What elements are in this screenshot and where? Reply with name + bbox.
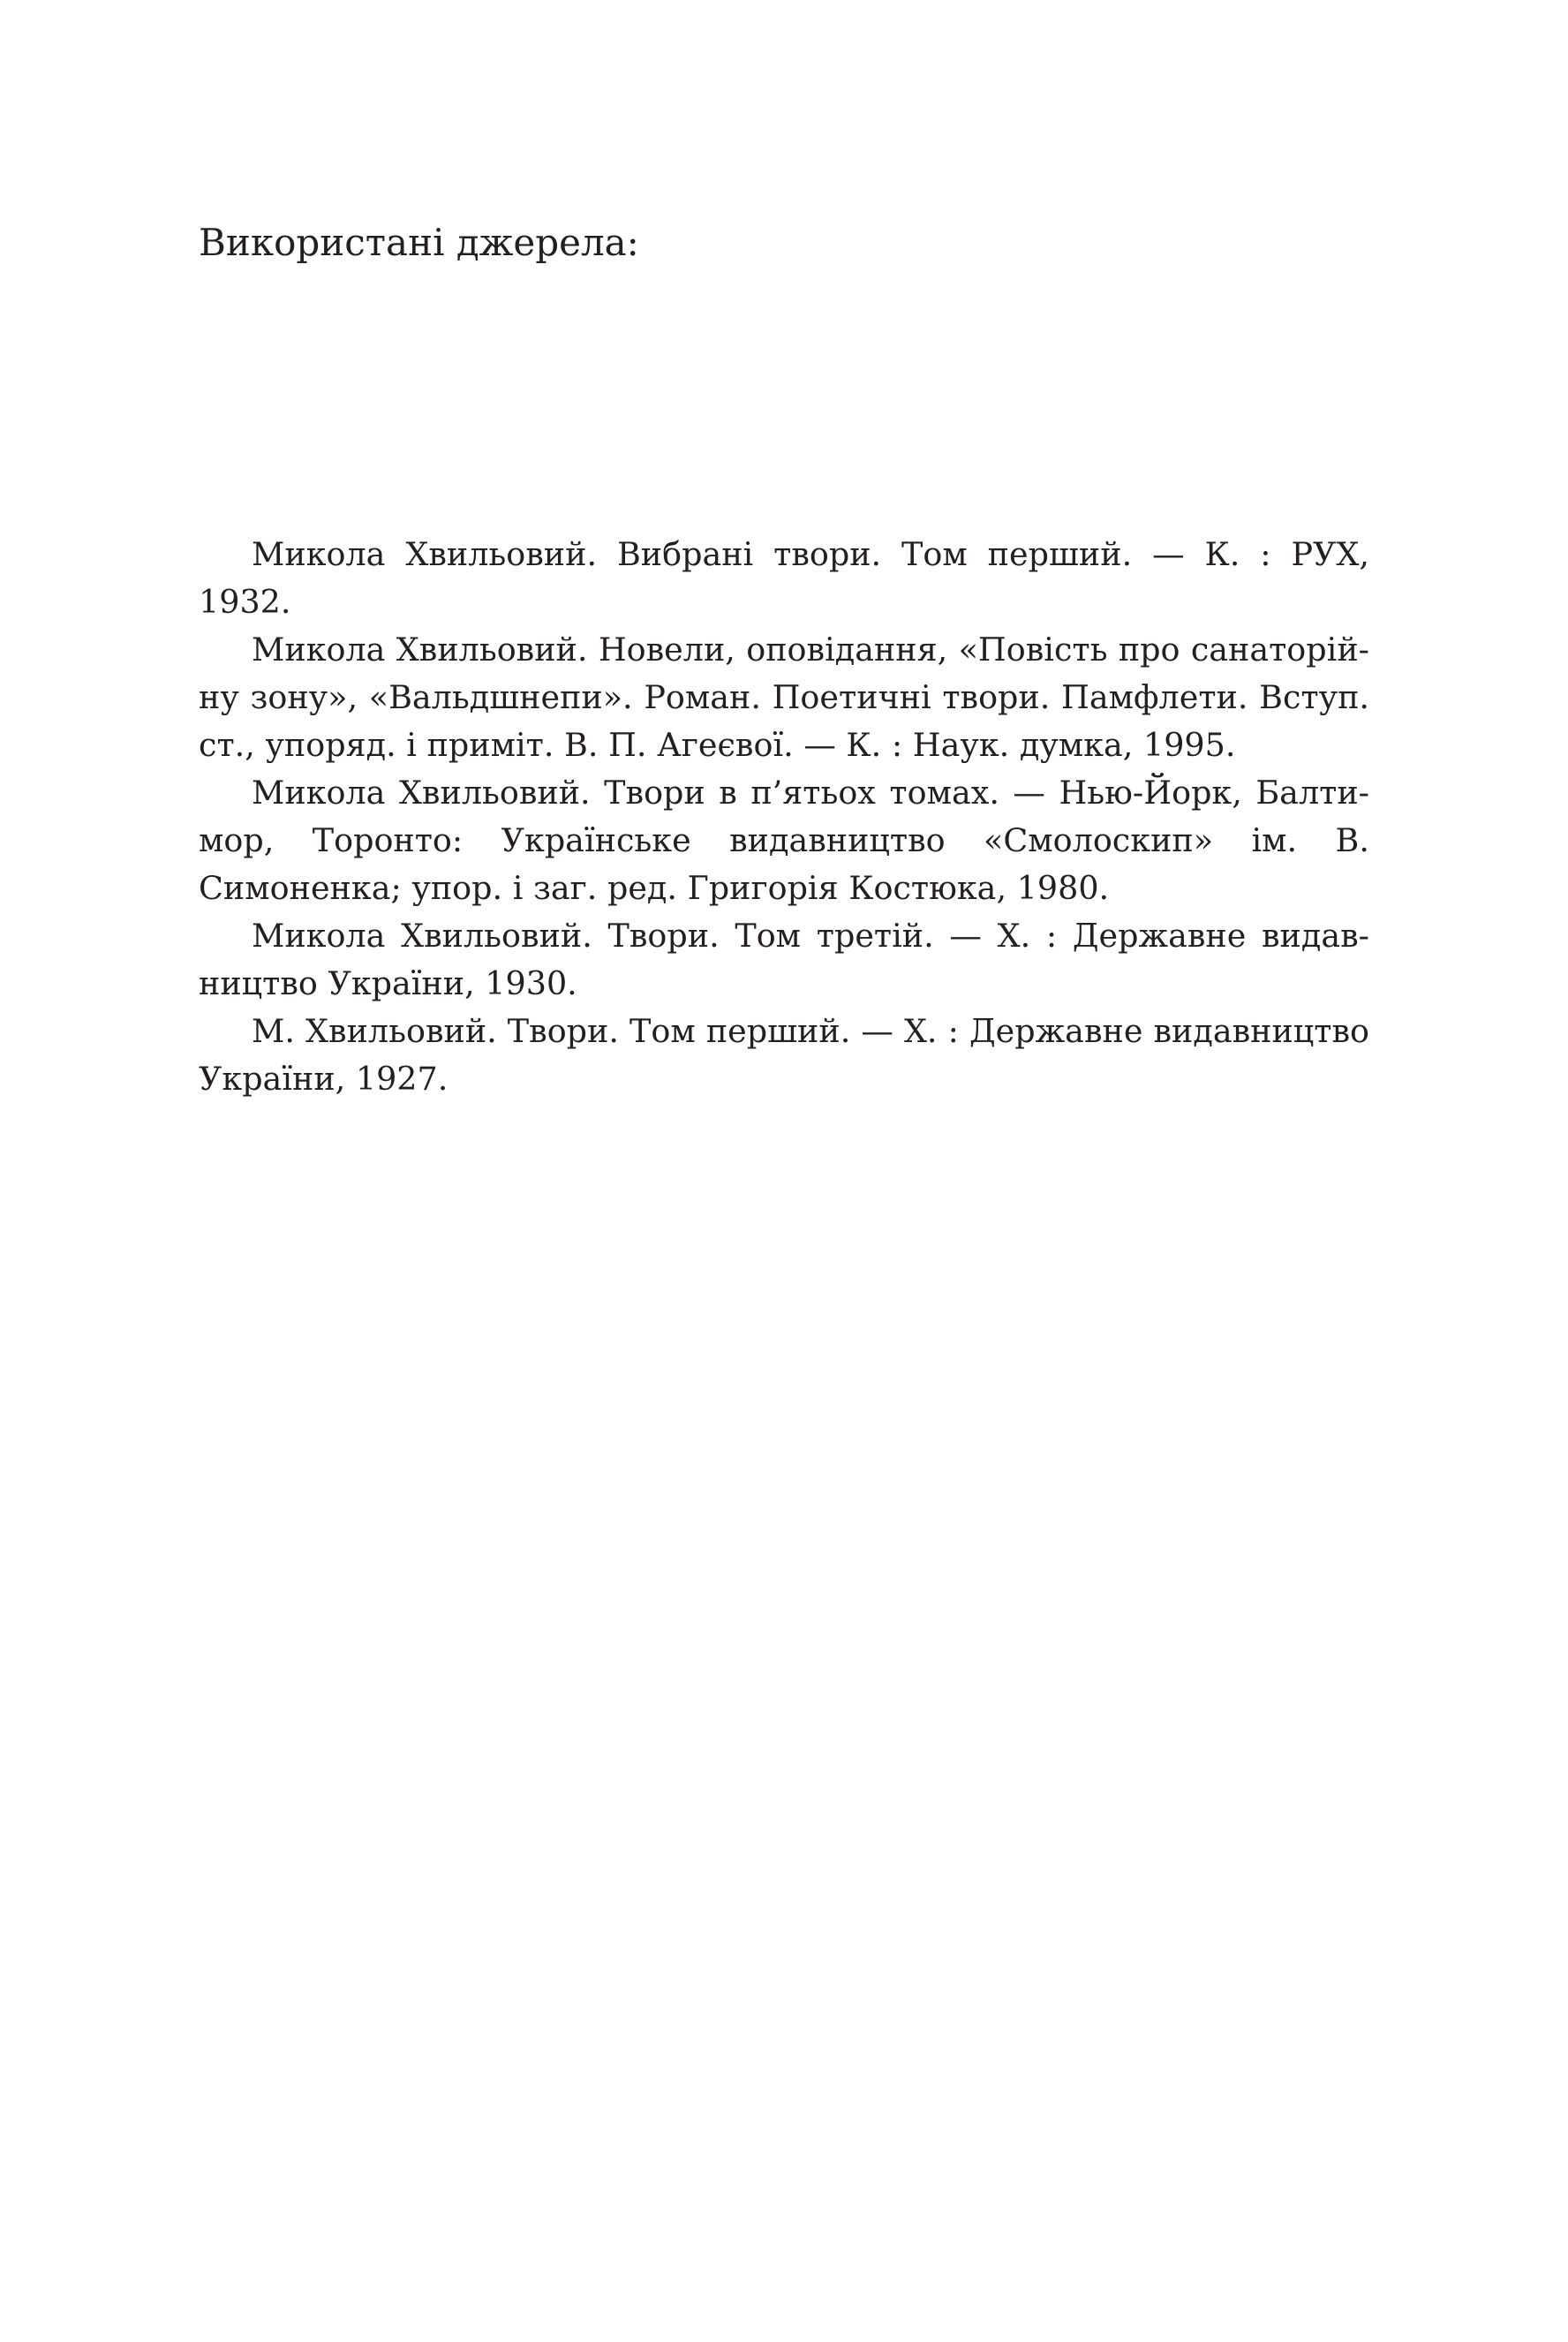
source-entry: Микола Хвильовий. Новели, оповідання, «Повість про санаторійну зону», «Вальдшнепи». Роман. Поетичні твори. Памфлети. Вступ. ст., упоряд. і приміт. В. П. Агеєвої. — К. : Наук. думка, 1995.: [199, 631, 1369, 764]
page-heading: Використані джерела:: [199, 221, 639, 264]
source-entry: Микола Хвильовий. Твори в п’ятьох томах. — Нью-Йорк, Балтимор, Торонто: Українське видавництво «Смолоскип» ім. В. Симоненка; упор. і заг. ред. Григорія Костюка, 1980.: [199, 774, 1369, 907]
source-entry: Микола Хвильовий. Вибрані твори. Том перший. — К. : РУХ, 1932.: [199, 535, 1369, 621]
sources-list: [199, 531, 1369, 1103]
source-entry: М. Хвильовий. Твори. Том перший. — Х. : Державне видавництво України, 1927.: [199, 1012, 1369, 1098]
source-entry: Микола Хвильовий. Твори. Том третій. — Х. : Державне видавництво України, 1930.: [199, 917, 1369, 1002]
